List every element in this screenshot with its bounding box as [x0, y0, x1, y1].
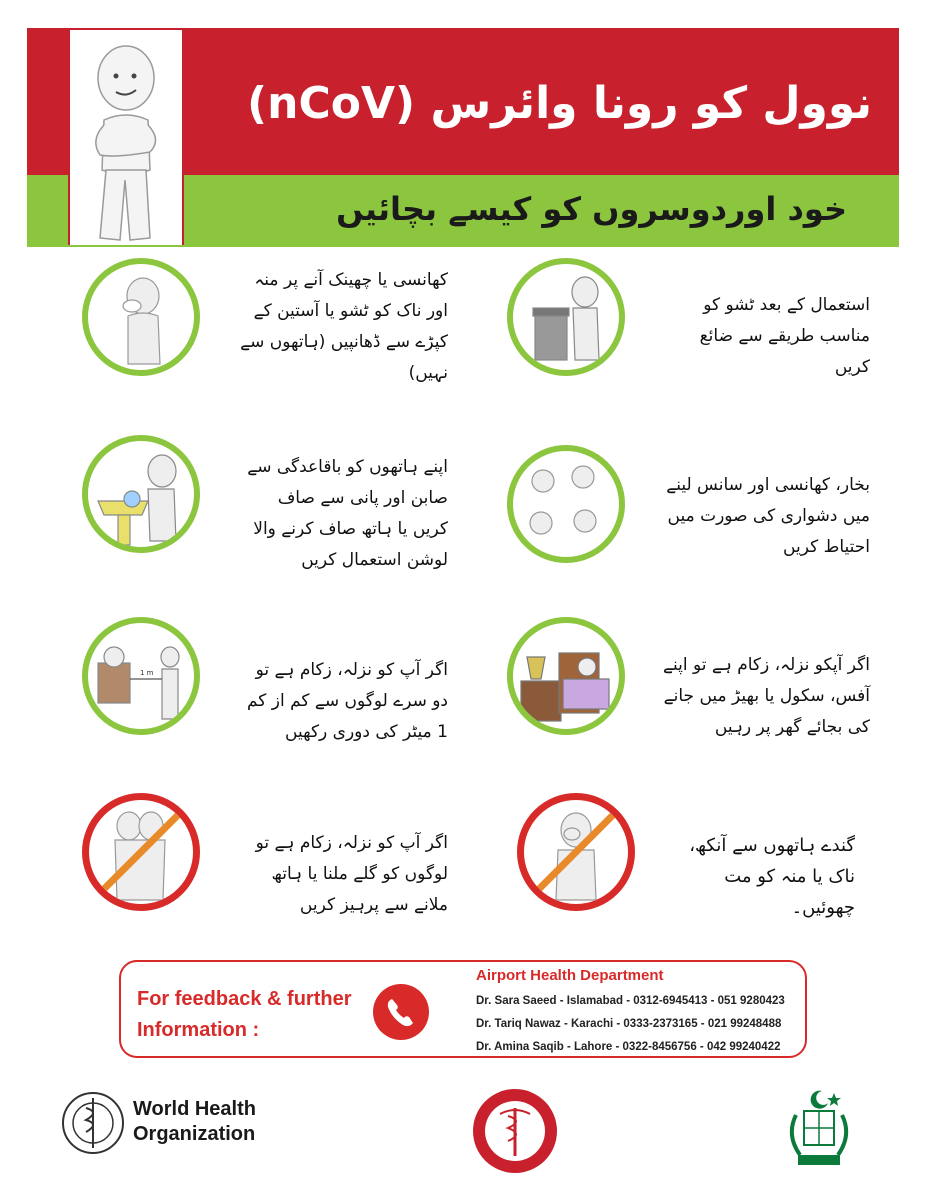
tip-wash-hands-text: اپنے ہاتھوں کو باقاعدگی سے صابن اور پانی سے صاف کریں یا ہاتھ صاف کرنے والا لوشن استعمال کریں	[247, 457, 448, 570]
phone-icon	[373, 984, 429, 1040]
dispose-tissue-icon	[507, 258, 625, 376]
page-subtitle: خود اوردوسروں کو کیسے بچائیں	[336, 190, 847, 228]
no-face-touch-icon	[517, 793, 635, 911]
tip-cough-text: کھانسی یا چھینک آنے پر منہ اور ناک کو ٹشو یا آستین کے کپڑے سے ڈھانپیں (ہاتھوں سے نہیں)	[240, 270, 448, 383]
tip-dispose-text: استعمال کے بعد ٹشو کو مناسب طریقے سے ضائع کریں	[699, 295, 870, 377]
who-logo-icon	[60, 1090, 126, 1156]
who-name	[133, 1097, 256, 1147]
distance-label: 1 m	[140, 669, 154, 677]
tip-no-face-touch-text: گندے ہاتھوں سے آنکھ، ناک یا منہ کو مت چھوئیں۔	[689, 835, 855, 918]
contact-line-karachi: Dr. Tariq Nawaz - Karachi - 0333-2373165 - 021 99248488	[476, 1018, 782, 1030]
tip-symptoms-text: بخار، کھانسی اور سانس لینے میں دشواری کی صورت میں احتیاط کریں	[666, 475, 870, 557]
tip-no-hugging-text: اگر آپ کو نزلہ، زکام ہے تو لوگوں کو گلے ملنا یا ہاتھ ملانے سے پرہیز کریں	[255, 833, 448, 915]
cough-into-tissue-icon	[82, 258, 200, 376]
contact-line-lahore: Dr. Amina Saqib - Lahore - 0322-8456756 - 042 99240422	[476, 1041, 781, 1053]
symptoms-icon	[507, 445, 625, 563]
who-name-line2: Organization	[133, 1123, 256, 1145]
feedback-label: For feedback & further Information :	[137, 988, 352, 1041]
wash-hands-icon	[82, 435, 200, 553]
ministry-seal-icon	[470, 1086, 560, 1176]
keep-distance-icon	[82, 617, 200, 735]
pakistan-emblem-icon	[776, 1085, 862, 1177]
stay-home-icon	[507, 617, 625, 735]
tip-distance-text: اگر آپ کو نزلہ، زکام ہے تو دو سرے لوگوں سے کم از کم 1 میٹر کی دوری رکھیں	[246, 660, 448, 742]
department-title: Airport Health Department	[476, 967, 664, 984]
contact-line-islamabad: Dr. Sara Saeed - Islamabad - 0312-6945413 - 051 9280423	[476, 995, 785, 1007]
who-name-line1: World Health	[133, 1098, 256, 1120]
contact-box	[119, 960, 807, 1058]
no-hugging-icon	[82, 793, 200, 911]
tip-stay-home-text: اگر آپکو نزلہ، زکام ہے تو اپنے آفس، سکول یا بھیڑ میں جانے کی بجائے گھر پر رہیں	[663, 655, 870, 737]
page-title: نوول کو رونا وائرس (nCoV)	[247, 78, 872, 129]
mascot-figure	[68, 30, 184, 245]
